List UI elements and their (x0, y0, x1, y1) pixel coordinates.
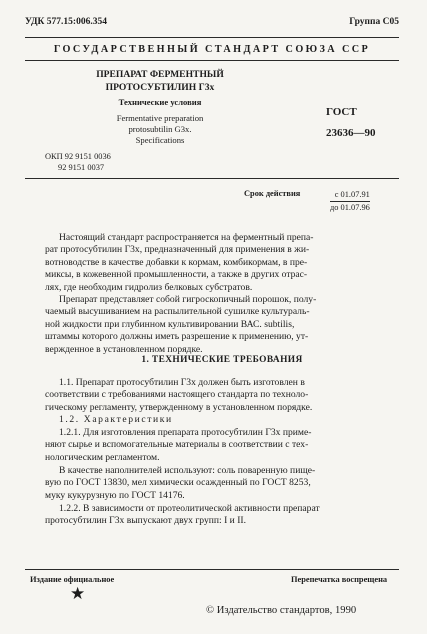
footer-rule (25, 569, 399, 570)
text-line: ной жидкости при глубинном культивировании ВАС. subtilis, (45, 318, 295, 330)
validity-dates (330, 189, 370, 213)
top-rule (25, 37, 399, 38)
title-line-1: ПРЕПАРАТ ФЕРМЕНТНЫЙ (96, 69, 224, 80)
document-title (60, 69, 260, 94)
clause-1-2-1 (45, 427, 399, 464)
english-title-line-3: Specifications (135, 135, 185, 145)
english-title-line-1: Fermentative preparation (116, 113, 204, 123)
okp-line-1: ОКП 92 9151 0036 (45, 152, 111, 161)
banner-rule (25, 60, 399, 61)
text-line: соответствии с требованиями настоящего стандарта по техноло- (45, 389, 309, 401)
text-line: вотноводстве в качестве добавки к кормам, комбикормам, в пре- (45, 256, 308, 268)
standard-banner: ГОСУДАРСТВЕННЫЙ СТАНДАРТ СОЮЗА ССР (53, 44, 371, 55)
clause-1-2 (45, 414, 399, 426)
text-line: 1.2.2. В зависимости от протеолитической активности препарат (59, 503, 320, 514)
udk-code: УДК 577.15:006.354 (25, 17, 107, 27)
text-line: лях, где необходим гидролиз белковых субстратов. (45, 281, 253, 293)
text-line: 1.2.1. Для изготовления препарата протосубтилин Г3х приме- (59, 427, 312, 438)
text-line: Настоящий стандарт распространяется на ферментный препа- (59, 232, 314, 243)
header-line (25, 17, 399, 27)
text-line: няют сырье и вспомогательные материалы в соответствии с тех- (45, 439, 309, 451)
text-line: штаммы которого должны иметь разрешение к применению, ут- (45, 331, 309, 343)
text-line: рат протосубтилин Г3х, предназначенный для применения в жи- (45, 244, 310, 256)
copyright-notice: © Издательство стандартов, 1990 (206, 605, 357, 616)
text-line: В качестве наполнителей используют: соль поваренную пище- (59, 465, 316, 476)
official-edition-label: Издание официальное (30, 575, 115, 584)
text-line: муку кукурузную по ГОСТ 14176. (45, 489, 185, 501)
text-line: 1.2. Характеристики (59, 414, 173, 425)
gost-number: 23636—90 (326, 127, 376, 139)
text-line: чаемый высушиванием на распылительной сушилке культураль- (45, 306, 310, 318)
text-line: Препарат представляет собой гигроскопичный порошок, полу- (59, 294, 317, 305)
text-line: протосубтилин Г3х выпускают двух групп: I и II. (45, 515, 246, 527)
intro-paragraph-2 (45, 294, 399, 356)
title-line-2: ПРОТОСУБТИЛИН Г3х (105, 81, 215, 93)
reprint-notice: Перепечатка воспрещена (291, 575, 388, 584)
clause-1-2-2 (45, 503, 399, 528)
gost-designation (326, 102, 376, 144)
text-line: гическому регламенту, утвержденному в установленном порядке. (45, 401, 313, 413)
gost-label: ГОСТ (326, 106, 357, 118)
text-line: 1.1. Препарат протосубтилин Г3х должен быть изготовлен в (59, 377, 305, 388)
english-title (60, 113, 260, 146)
okp-line-2: 92 9151 0037 (58, 163, 105, 172)
fillers-paragraph (45, 465, 399, 502)
validity-label: Срок действия (244, 189, 301, 198)
document-subtitle: Технические условия (118, 97, 202, 107)
text-line: вую по ГОСТ 13830, мел химически осажденный по ГОСТ 8253, (45, 477, 311, 489)
english-title-line-2: protosubtilin G3x. (128, 124, 192, 134)
text-line: миксы, в кожевенной промышленности, а также в других отрас- (45, 269, 308, 281)
clause-1-1 (45, 377, 399, 414)
text-line: нологическим регламентом. (45, 451, 160, 463)
title-block-rule (25, 178, 399, 179)
validity-to: до 01.07.96 (330, 202, 370, 212)
section-heading: 1. ТЕХНИЧЕСКИЕ ТРЕБОВАНИЯ (141, 355, 303, 365)
okp-codes (45, 151, 111, 173)
validity-from: с 01.07.91 (330, 189, 370, 202)
text-line: вержденное в установленном порядке. (45, 343, 203, 355)
group-code: Группа С05 (349, 17, 399, 27)
star-icon: ★ (70, 584, 86, 603)
intro-paragraph-1 (45, 232, 399, 294)
